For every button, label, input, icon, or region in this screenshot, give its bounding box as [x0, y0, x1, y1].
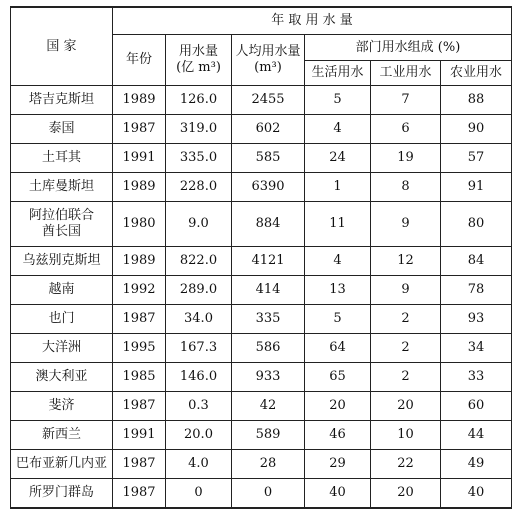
cell-agri: 91 [441, 173, 512, 202]
cell-agri: 34 [441, 334, 512, 363]
cell-industrial: 9 [371, 276, 441, 305]
header-water-use [166, 35, 232, 86]
table-row [11, 305, 512, 334]
header-per-capita [232, 35, 305, 86]
table-row [11, 173, 512, 202]
cell-domestic: 4 [305, 115, 371, 144]
cell-domestic: 5 [305, 86, 371, 115]
cell-domestic: 29 [305, 450, 371, 479]
cell-percap: 589 [232, 421, 305, 450]
cell-country: 大洋洲 [11, 334, 113, 363]
cell-percap: 2455 [232, 86, 305, 115]
cell-country: 斐济 [11, 392, 113, 421]
header-domestic: 生活用水 [305, 61, 371, 86]
header-per-capita-unit: (m³) [254, 60, 282, 75]
cell-percap: 4121 [232, 247, 305, 276]
cell-domestic: 24 [305, 144, 371, 173]
cell-percap: 414 [232, 276, 305, 305]
cell-water: 228.0 [166, 173, 232, 202]
cell-year: 1987 [113, 450, 166, 479]
cell-industrial: 19 [371, 144, 441, 173]
water-use-table [10, 6, 512, 509]
table-row [11, 276, 512, 305]
table-row [11, 392, 512, 421]
cell-percap: 884 [232, 202, 305, 247]
cell-country-line1: 阿拉伯联合 [28, 208, 94, 223]
table-row [11, 363, 512, 392]
table-row [11, 86, 512, 115]
cell-percap: 586 [232, 334, 305, 363]
cell-water: 146.0 [166, 363, 232, 392]
cell-industrial: 9 [371, 202, 441, 247]
cell-domestic: 20 [305, 392, 371, 421]
cell-percap: 42 [232, 392, 305, 421]
table-row [11, 202, 512, 247]
cell-domestic: 5 [305, 305, 371, 334]
cell-industrial: 7 [371, 86, 441, 115]
cell-agri: 44 [441, 421, 512, 450]
header-water-use-label: 用水量 [178, 44, 218, 59]
cell-agri: 90 [441, 115, 512, 144]
water-use-table-container [10, 6, 512, 509]
table-row [11, 450, 512, 479]
table-row [11, 115, 512, 144]
table-row [11, 479, 512, 509]
cell-year: 1987 [113, 479, 166, 509]
cell-agri: 80 [441, 202, 512, 247]
cell-domestic: 1 [305, 173, 371, 202]
cell-domestic: 46 [305, 421, 371, 450]
table-row [11, 247, 512, 276]
cell-country-line2: 酋长国 [41, 224, 81, 239]
cell-agri: 57 [441, 144, 512, 173]
cell-water: 335.0 [166, 144, 232, 173]
cell-agri: 84 [441, 247, 512, 276]
cell-industrial: 20 [371, 479, 441, 509]
cell-water: 167.3 [166, 334, 232, 363]
cell-water: 9.0 [166, 202, 232, 247]
cell-domestic: 64 [305, 334, 371, 363]
header-year: 年份 [113, 35, 166, 86]
cell-water: 4.0 [166, 450, 232, 479]
cell-percap: 28 [232, 450, 305, 479]
cell-domestic: 40 [305, 479, 371, 509]
cell-country: 土耳其 [11, 144, 113, 173]
cell-industrial: 20 [371, 392, 441, 421]
cell-agri: 88 [441, 86, 512, 115]
cell-year: 1987 [113, 305, 166, 334]
header-country: 国 家 [11, 7, 113, 86]
cell-agri: 78 [441, 276, 512, 305]
cell-industrial: 12 [371, 247, 441, 276]
header-agricultural: 农业用水 [441, 61, 512, 86]
cell-country [11, 202, 113, 247]
cell-agri: 49 [441, 450, 512, 479]
cell-country: 所罗门群岛 [11, 479, 113, 509]
cell-country: 越南 [11, 276, 113, 305]
cell-industrial: 22 [371, 450, 441, 479]
table-row [11, 334, 512, 363]
cell-water: 20.0 [166, 421, 232, 450]
cell-agri: 93 [441, 305, 512, 334]
cell-water: 0.3 [166, 392, 232, 421]
cell-water: 319.0 [166, 115, 232, 144]
cell-industrial: 8 [371, 173, 441, 202]
cell-industrial: 6 [371, 115, 441, 144]
cell-country: 乌兹别克斯坦 [11, 247, 113, 276]
cell-year: 1989 [113, 86, 166, 115]
cell-year: 1989 [113, 173, 166, 202]
cell-percap: 602 [232, 115, 305, 144]
cell-year: 1995 [113, 334, 166, 363]
cell-water: 34.0 [166, 305, 232, 334]
cell-percap: 933 [232, 363, 305, 392]
header-annual-water-use: 年 取 用 水 量 [113, 7, 512, 35]
cell-country: 塔吉克斯坦 [11, 86, 113, 115]
cell-water: 289.0 [166, 276, 232, 305]
cell-country: 泰国 [11, 115, 113, 144]
cell-year: 1985 [113, 363, 166, 392]
cell-domestic: 13 [305, 276, 371, 305]
cell-country: 也门 [11, 305, 113, 334]
cell-year: 1987 [113, 115, 166, 144]
cell-country: 巴布亚新几内亚 [11, 450, 113, 479]
header-per-capita-label: 人均用水量 [235, 44, 301, 59]
cell-year: 1991 [113, 421, 166, 450]
cell-percap: 6390 [232, 173, 305, 202]
header-sector-composition: 部门用水组成 (%) [305, 35, 512, 61]
cell-year: 1992 [113, 276, 166, 305]
cell-domestic: 11 [305, 202, 371, 247]
cell-year: 1987 [113, 392, 166, 421]
cell-industrial: 2 [371, 334, 441, 363]
table-row [11, 144, 512, 173]
cell-agri: 40 [441, 479, 512, 509]
cell-year: 1991 [113, 144, 166, 173]
cell-country: 新西兰 [11, 421, 113, 450]
cell-domestic: 4 [305, 247, 371, 276]
cell-industrial: 10 [371, 421, 441, 450]
header-industrial: 工业用水 [371, 61, 441, 86]
cell-industrial: 2 [371, 363, 441, 392]
cell-year: 1989 [113, 247, 166, 276]
cell-year: 1980 [113, 202, 166, 247]
cell-percap: 0 [232, 479, 305, 509]
cell-water: 822.0 [166, 247, 232, 276]
cell-percap: 335 [232, 305, 305, 334]
cell-domestic: 65 [305, 363, 371, 392]
cell-agri: 60 [441, 392, 512, 421]
cell-industrial: 2 [371, 305, 441, 334]
cell-country: 土库曼斯坦 [11, 173, 113, 202]
cell-water: 126.0 [166, 86, 232, 115]
cell-country: 澳大利亚 [11, 363, 113, 392]
cell-water: 0 [166, 479, 232, 509]
cell-percap: 585 [232, 144, 305, 173]
header-water-use-unit: (亿 m³) [176, 60, 221, 75]
cell-agri: 33 [441, 363, 512, 392]
table-row [11, 421, 512, 450]
